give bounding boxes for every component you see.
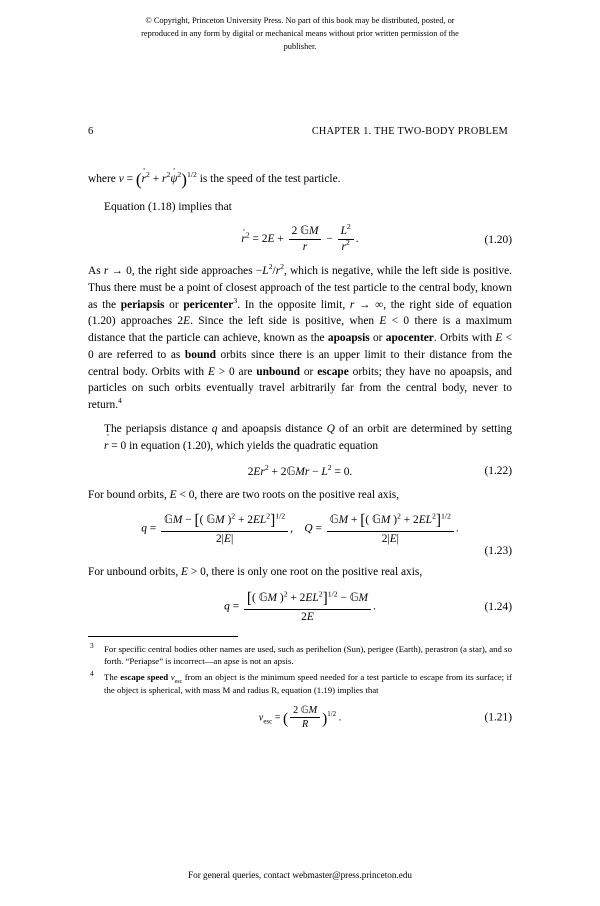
- footnote-separator: [88, 636, 238, 637]
- running-head: [88, 126, 512, 137]
- text-fragment: is the speed of the test particle.: [199, 172, 341, 185]
- term-apoapsis: apoapsis: [327, 332, 370, 345]
- text-fragment: are: [234, 365, 257, 378]
- footnote-subscript: esc: [174, 678, 183, 685]
- footer-notice: For general queries, contact webmaster@press.princeton.edu: [187, 870, 413, 880]
- equation-tag: (1.24): [484, 600, 512, 613]
- term-escape-speed: escape speed: [120, 672, 169, 683]
- text-fragment: . In the opposite limit,: [237, 298, 350, 311]
- equation-tag: (1.21): [484, 711, 512, 724]
- text-fragment: or: [369, 332, 386, 345]
- text-fragment: , the right side of equation (1.20) approaches 2: [88, 298, 512, 328]
- text-fragment: in equation (1.20), which yields the quadratic equation: [126, 439, 379, 452]
- text-fragment: where: [88, 172, 116, 185]
- text-fragment: . Since the left side is positive, when: [190, 315, 380, 328]
- footnote-text-c: from an object is the minimum speed needed for a test particle to escape from its surface; if the object is spherical, with mass M and radius R, equation (1.19) implies that: [104, 672, 512, 695]
- text-fragment: orbits; they have no apoapsis, and particles on such orbits eventually travel arbitrarily far from the central body, never to return.: [88, 365, 512, 412]
- footnote-4: 4 The escape speed $v_{esc}$ from an object is the minimum speed needed for a test particle to escape from its surface; if the object is spherical, with mass M and radius R, equation (1.19) implies that: [90, 669, 512, 695]
- text-fragment: . Orbits with: [433, 332, 496, 345]
- copyright-notice: © Copyright, Princeton University Press. No part of this book may be distributed, posted, or reproduced in any form by digital or mechanical means without prior written permission of the publisher.: [141, 16, 459, 52]
- paragraph-unbound-orbits: For unbound orbits, E > 0, there is only one root on the positive real axis,: [88, 566, 423, 579]
- equation-tag: (1.23): [484, 545, 512, 558]
- page-number: 6: [88, 126, 94, 137]
- paragraph-periapsis-distance: The periapsis distance q and apoapsis distance Q of an orbit are determined by setting r ˙ = 0 in equation (1.20), which yields the quadratic equation: [88, 421, 512, 455]
- paragraph-where-v: where v = (r ˙$^2$ + $r^2\psi$ ˙$^2$)$^{1/2}$ is the speed of the test particle.: [88, 167, 512, 192]
- page-content: [88, 126, 512, 733]
- text-fragment: , which is negative, while the left side is positive. Thus there must be a point of closest approach of the test particle to the central body, known as the: [88, 265, 513, 311]
- equation-1-22: $2Er^2$ + 2𝔾Mr − $L^2 = 0$. (1.22): [247, 462, 512, 478]
- text-fragment: , the right side approaches: [131, 265, 256, 278]
- footnote-text: For specific central bodies other names are used, such as perihelion (Sun), perigee (Earth), perastron (a star), and so forth. “Periapse” is incorrect—an apse is not an apsis.: [104, 643, 512, 667]
- text-fragment: and apoapsis distance: [217, 423, 327, 435]
- term-bound: bound: [184, 348, 216, 361]
- text-fragment: As: [88, 265, 104, 278]
- text-fragment: orbits since there is an upper limit to their distance from the central body. Orbits with: [88, 348, 513, 378]
- text-fragment: or: [300, 365, 318, 378]
- text-fragment: of an orbit are determined by setting: [334, 423, 513, 435]
- equation-1-24: q = $\frac{[( 𝔾M )^2 + 2EL^2]^{1/2} - 𝔾M}{2E}$ . (1.24): [224, 589, 512, 623]
- footnote-3: [88, 640, 512, 669]
- paragraph-bound-orbits: For bound orbits, E < 0, there are two roots on the positive real axis,: [88, 488, 400, 501]
- text-fragment: The periapsis distance: [104, 423, 212, 435]
- footnote-ref-4[interactable]: 4: [118, 396, 122, 406]
- equation-1-21: $v_{esc}$ = ( $\frac{\text{2 𝔾M}}{R}$ )$^{1/2}$ . (1.21): [258, 704, 512, 731]
- equation-tag: (1.22): [484, 464, 512, 477]
- term-escape: escape: [317, 365, 349, 378]
- text-fragment: or: [164, 298, 184, 311]
- term-apocenter: apocenter: [385, 332, 434, 345]
- term-unbound: unbound: [256, 365, 301, 378]
- footnote-marker: 3: [90, 640, 94, 650]
- footnote-text-a: The: [104, 672, 121, 683]
- paragraph-equation-intro: Equation (1.18) implies that: [104, 201, 232, 214]
- term-pericenter: pericenter: [183, 298, 234, 311]
- footnote-ref-3[interactable]: 3: [233, 295, 238, 305]
- equation-1-20: r ˙$^2$ = 2E + $\frac{\text{2 𝔾M}}{r}$ − $\frac{L^2}{r^2}$ . (1.20): [88, 225, 512, 254]
- footnotes: [88, 640, 512, 731]
- term-periapsis: periapsis: [120, 298, 165, 311]
- equation-tag: (1.20): [484, 233, 512, 246]
- text-fragment: are referred to as: [93, 348, 185, 361]
- text-fragment: there is a maximum distance that the particle can achieve, known as the: [88, 315, 513, 345]
- equation-1-23: q = $\frac{𝔾M - [( 𝔾M )^2 + 2EL^2]^{1/2}}{2|E|}$ , Q = $\frac{𝔾M + [( 𝔾M )^2 + 2EL^2]^{1/2}}{2|E|}$ . (1.23): [141, 511, 512, 558]
- chapter-title: CHAPTER 1. THE TWO-BODY PROBLEM: [311, 126, 508, 137]
- footnote-marker: 4: [90, 669, 94, 679]
- paragraph-periapsis: As r → 0, the right side approaches $-L^2/r^2$, which is negative, while the left side is positive. Thus there must be a point of closest approach of the test particle to the central body, known as the periapsis or pericenter$^3$. In the opposite limit, r → ∞, the right side of equation (1.20) approaches 2E. Since the left side is positive, when E < 0 there is a maximum distance that the particle can achieve, known as the apoapsis or apocenter. Orbits with E < 0 are referred to as bound orbits since there is an upper limit to their distance from the central body. Orbits with E > 0 are unbound or escape orbits; they have no apoapsis, and particles on such orbits eventually travel arbitrarily far from the central body, never to return.$^4$: [88, 262, 513, 412]
